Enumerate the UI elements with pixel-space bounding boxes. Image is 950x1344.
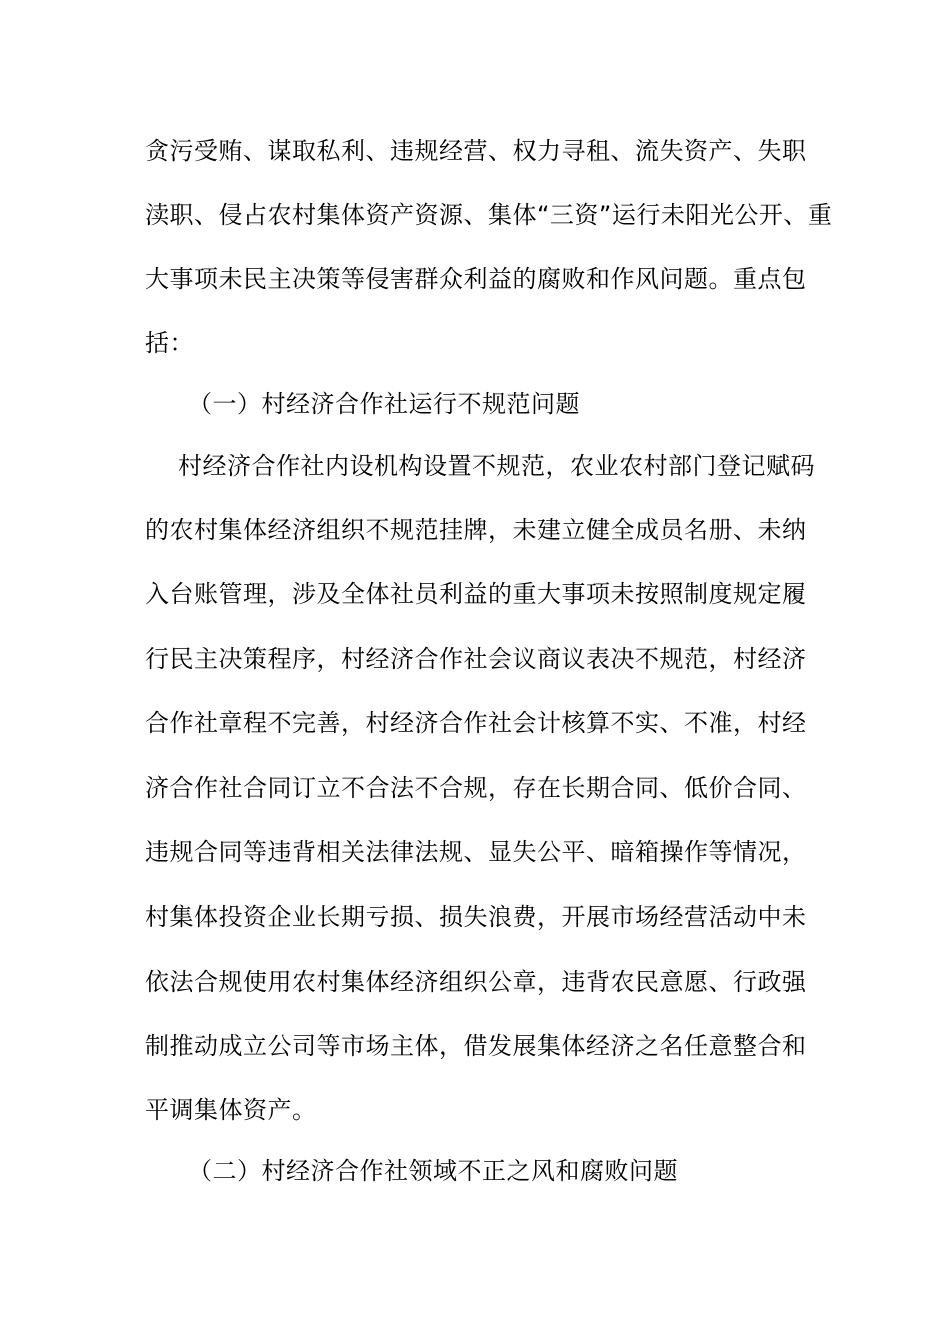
paragraph-line: 村集体投资企业长期亏损、损失浪费，开展市场经营活动中未 [145,903,807,931]
paragraph-line: 平调集体资产。 [145,1096,317,1124]
paragraph-line: 入台账管理，涉及全体社员利益的重大事项未按照制度规定履 [145,580,807,608]
paragraph-line: 贪污受贿、谋取私利、违规经营、权力寻租、流失资产、失职 [145,137,807,165]
paragraph-line: 制推动成立公司等市场主体，借发展集体经济之名任意整合和 [145,1032,807,1060]
section-heading-2: （二）村经济合作社领域不正之风和腐败问题 [188,1157,678,1185]
paragraph-line: 行民主决策程序，村经济合作社会议商议表决不规范，村经济 [145,645,807,673]
paragraph-line: 括： [145,329,194,357]
paragraph-line: 违规合同等违背相关法律法规、显失公平、暗箱操作等情况， [145,838,807,866]
section-heading-1: （一）村经济合作社运行不规范问题 [188,390,580,418]
paragraph-line: 合作社章程不完善，村经济合作社会计核算不实、不准，村经 [145,709,807,737]
paragraph-line: 大事项未民主决策等侵害群众利益的腐败和作风问题。重点包 [145,265,807,293]
paragraph-line: 渎职、侵占农村集体资产资源、集体“三资”运行未阳光公开、重 [145,201,833,229]
paragraph-line: 村经济合作社内设机构设置不规范，农业农村部门登记赋码 [178,452,815,480]
paragraph-line: 济合作社合同订立不合法不合规，存在长期合同、低价合同、 [145,774,807,802]
paragraph-line: 依法合规使用农村集体经济组织公章，违背农民意愿、行政强 [145,968,807,996]
paragraph-line: 的农村集体经济组织不规范挂牌，未建立健全成员名册、未纳 [145,516,807,544]
